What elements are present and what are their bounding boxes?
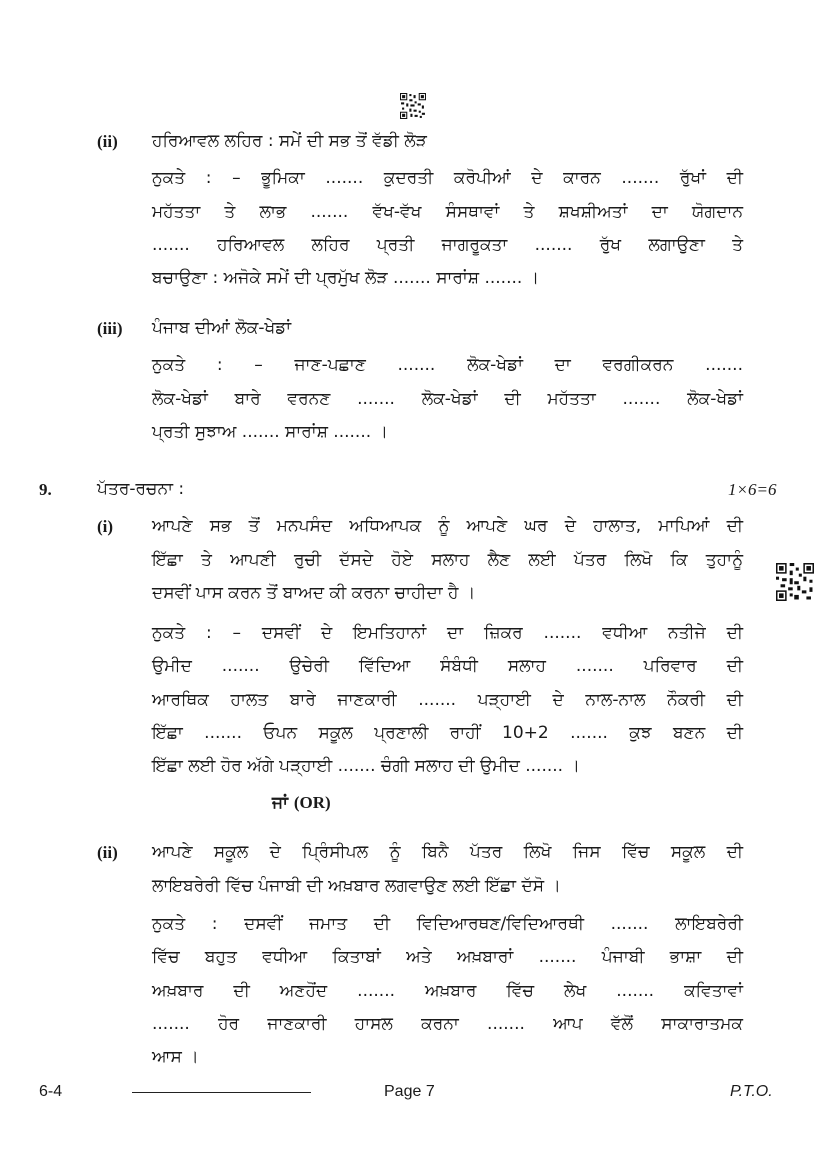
essay-points-line: ਲੋਕ-ਖੇਡਾਂ ਬਾਰੇ ਵਰਨਣ ....... ਲੋਕ-ਖੇਡਾਂ ਦੀ ਮਹੱਤਤਾ ....... ਲੋਕ-ਖੇਡਾਂ (152, 389, 743, 409)
essay-points-line: ....... ਹਰਿਆਵਲ ਲਹਿਰ ਪ੍ਰਤੀ ਜਾਗਰੂਕਤਾ ....... ਰੁੱਖ ਲਗਾਉਣਾ ਤੇ (152, 235, 743, 255)
question-prompt-line: ਆਪਣੇ ਸਕੂਲ ਦੇ ਪ੍ਰਿੰਸੀਪਲ ਨੂੰ ਬਿਨੈ ਪੱਤਰ ਲਿਖੋ ਜਿਸ ਵਿੱਚ ਸਕੂਲ ਦੀ (152, 842, 743, 862)
subquestion-number: (i) (97, 517, 114, 536)
subquestion-number: (ii) (97, 132, 118, 151)
page-number: Page 7 (384, 1083, 435, 1100)
or-separator (272, 793, 331, 813)
letter-points-line: ....... ਹੋਰ ਜਾਣਕਾਰੀ ਹਾਸਲ ਕਰਨਾ ....... ਆਪ ਵੱਲੋਂ ਸਾਕਾਰਾਤਮਕ (152, 1014, 743, 1034)
subquestion-number: (iii) (97, 319, 123, 338)
question-prompt-line: ਦਸਵੀਂ ਪਾਸ ਕਰਨ ਤੋਂ ਬਾਅਦ ਕੀ ਕਰਨਾ ਚਾਹੀਦਾ ਹੈ । (152, 583, 476, 603)
qr-code-icon (400, 93, 426, 119)
question-number: 9. (39, 480, 52, 499)
essay-title: ਹਰਿਆਵਲ ਲਹਿਰ : ਸਮੇਂ ਦੀ ਸਭ ਤੋਂ ਵੱਡੀ ਲੋੜ (152, 131, 427, 151)
letter-points-line: ਵਿੱਚ ਬਹੁਤ ਵਧੀਆ ਕਿਤਾਬਾਂ ਅਤੇ ਅਖ਼ਬਾਰਾਂ ....... ਪੰਜਾਬੀ ਭਾਸ਼ਾ ਦੀ (152, 947, 743, 967)
qr-code-icon (776, 563, 814, 601)
footer-divider (132, 1092, 311, 1093)
letter-points-line: ਇੱਛਾ ....... ਓਪਨ ਸਕੂਲ ਪ੍ਰਣਾਲੀ ਰਾਹੀਂ 10+2 ....... ਕੁਝ ਬਣਨ ਦੀ (152, 723, 743, 743)
essay-points-line: ਨੁਕਤੇ : – ਭੂਮਿਕਾ ....... ਕੁਦਰਤੀ ਕਰੋਪੀਆਂ ਦੇ ਕਾਰਨ ....... ਰੁੱਖਾਂ ਦੀ (152, 168, 743, 188)
essay-points-line: ਪ੍ਰਤੀ ਸੁਝਾਅ ....... ਸਾਰਾਂਸ਼ ....... । (152, 422, 388, 442)
pto-label: P.T.O. (730, 1083, 773, 1100)
or-punjabi: ਜਾਂ (272, 793, 288, 813)
subquestion-number: (ii) (97, 843, 118, 862)
marks-label: 1×6=6 (728, 480, 777, 499)
letter-points-line: ਆਰਥਿਕ ਹਾਲਤ ਬਾਰੇ ਜਾਣਕਾਰੀ ....... ਪੜ੍ਹਾਈ ਦੇ ਨਾਲ-ਨਾਲ ਨੌਕਰੀ ਦੀ (152, 690, 743, 710)
question-prompt-line: ਆਪਣੇ ਸਭ ਤੋਂ ਮਨਪਸੰਦ ਅਧਿਆਪਕ ਨੂੰ ਆਪਣੇ ਘਰ ਦੇ ਹਾਲਾਤ, ਮਾਪਿਆਂ ਦੀ (152, 516, 743, 536)
question-prompt-line: ਇੱਛਾ ਤੇ ਆਪਣੀ ਰੁਚੀ ਦੱਸਦੇ ਹੋਏ ਸਲਾਹ ਲੈਣ ਲਈ ਪੱਤਰ ਲਿਖੋ ਕਿ ਤੁਹਾਨੂੰ (152, 550, 743, 570)
essay-points-line: ਨੁਕਤੇ : – ਜਾਣ-ਪਛਾਣ ....... ਲੋਕ-ਖੇਡਾਂ ਦਾ ਵਰਗੀਕਰਨ ....... (152, 355, 743, 375)
letter-points-line: ਨੁਕਤੇ : ਦਸਵੀਂ ਜਮਾਤ ਦੀ ਵਿਦਿਆਰਥਣ/ਵਿਦਿਆਰਥੀ ....... ਲਾਇਬਰੇਰੀ (152, 914, 743, 934)
paper-code: 6-4 (39, 1083, 63, 1100)
essay-title: ਪੰਜਾਬ ਦੀਆਂ ਲੋਕ-ਖੇਡਾਂ (152, 318, 292, 338)
letter-points-line: ਨੁਕਤੇ : – ਦਸਵੀਂ ਦੇ ਇਮਤਿਹਾਨਾਂ ਦਾ ਜ਼ਿਕਰ ....... ਵਧੀਆ ਨਤੀਜੇ ਦੀ (152, 623, 743, 643)
letter-points-line: ਆਸ । (152, 1047, 199, 1067)
or-english: (OR) (293, 793, 331, 812)
essay-points-line: ਬਚਾਉਣਾ : ਅਜੋਕੇ ਸਮੇਂ ਦੀ ਪ੍ਰਮੁੱਖ ਲੋੜ ....... ਸਾਰਾਂਸ਼ ....... । (152, 268, 540, 288)
letter-points-line: ਇੱਛਾ ਲਈ ਹੋਰ ਅੱਗੇ ਪੜ੍ਹਾਈ ....... ਚੰਗੀ ਸਲਾਹ ਦੀ ਉਮੀਦ ....... । (152, 756, 580, 776)
letter-points-line: ਅਖ਼ਬਾਰ ਦੀ ਅਣਹੋਂਦ ....... ਅਖ਼ਬਾਰ ਵਿੱਚ ਲੇਖ ....... ਕਵਿਤਾਵਾਂ (152, 981, 743, 1001)
question-prompt-line: ਲਾਇਬਰੇਰੀ ਵਿੱਚ ਪੰਜਾਬੀ ਦੀ ਅਖ਼ਬਾਰ ਲਗਵਾਉਣ ਲਈ ਇੱਛਾ ਦੱਸੋ । (152, 876, 561, 896)
essay-points-line: ਮਹੱਤਤਾ ਤੇ ਲਾਭ ....... ਵੱਖ-ਵੱਖ ਸੰਸਥਾਵਾਂ ਤੇ ਸ਼ਖਸ਼ੀਅਤਾਂ ਦਾ ਯੋਗਦਾਨ (152, 202, 743, 222)
question-title: ਪੱਤਰ-ਰਚਨਾ : (97, 479, 185, 499)
letter-points-line: ਉਮੀਦ ....... ਉਚੇਰੀ ਵਿੱਦਿਆ ਸੰਬੰਧੀ ਸਲਾਹ ....... ਪਰਿਵਾਰ ਦੀ (152, 656, 743, 676)
